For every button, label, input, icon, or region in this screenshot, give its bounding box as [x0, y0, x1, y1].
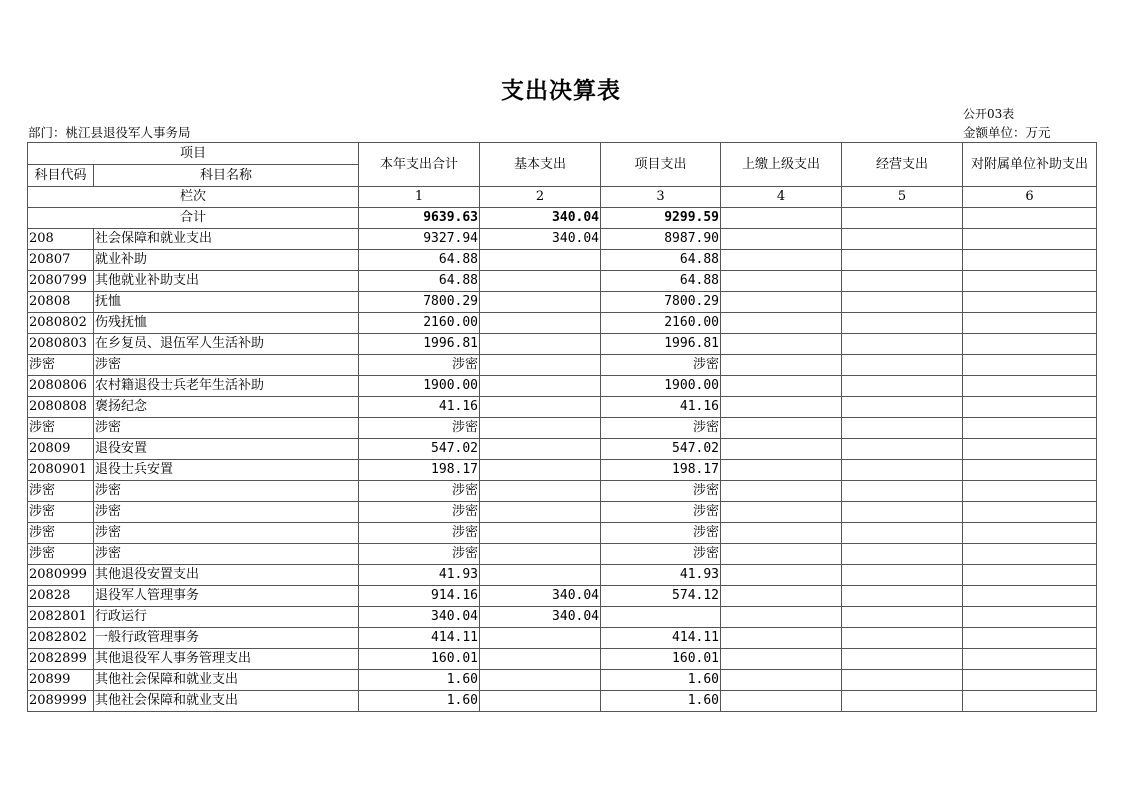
- amount-cell: [721, 586, 842, 607]
- unit-label: 金额单位：万元: [963, 125, 1051, 140]
- amount-cell: [842, 649, 963, 670]
- header-col-subsidy: 对附属单位补助支出: [963, 143, 1097, 187]
- amount-cell: [963, 271, 1097, 292]
- amount-cell: [721, 523, 842, 544]
- subject-code: 涉密: [28, 355, 94, 376]
- header-col-upper: 上缴上级支出: [721, 143, 842, 187]
- amount-cell: 7800.29: [359, 292, 480, 313]
- subject-name: 其他社会保障和就业支出: [94, 670, 359, 691]
- amount-cell: 340.04: [359, 607, 480, 628]
- table-row: [28, 670, 1097, 691]
- amount-cell: [963, 586, 1097, 607]
- table-row: [28, 481, 1097, 502]
- amount-cell: [721, 649, 842, 670]
- table-row: [28, 607, 1097, 628]
- subject-code: 20809: [28, 439, 94, 460]
- table-row: [28, 439, 1097, 460]
- amount-cell: [721, 250, 842, 271]
- col-number: 5: [842, 187, 963, 208]
- amount-cell: 41.16: [601, 397, 721, 418]
- amount-cell: 涉密: [359, 481, 480, 502]
- amount-cell: 547.02: [601, 439, 721, 460]
- amount-cell: 914.16: [359, 586, 480, 607]
- amount-cell: [721, 670, 842, 691]
- table-row: [28, 418, 1097, 439]
- amount-cell: 8987.90: [601, 229, 721, 250]
- amount-cell: [963, 670, 1097, 691]
- amount-cell: [963, 565, 1097, 586]
- header-name: 科目名称: [94, 165, 359, 187]
- amount-cell: [842, 355, 963, 376]
- table-row: [28, 313, 1097, 334]
- amount-cell: 涉密: [601, 481, 721, 502]
- subject-code: 2080799: [28, 271, 94, 292]
- subject-name: 涉密: [94, 523, 359, 544]
- amount-cell: 340.04: [480, 607, 601, 628]
- table-row: [28, 250, 1097, 271]
- amount-cell: 1900.00: [601, 376, 721, 397]
- amount-cell: 2160.00: [601, 313, 721, 334]
- subject-code: 20808: [28, 292, 94, 313]
- subject-name: 退役安置: [94, 439, 359, 460]
- amount-cell: [963, 229, 1097, 250]
- subject-code: 2080808: [28, 397, 94, 418]
- amount-cell: 1996.81: [601, 334, 721, 355]
- amount-cell: [480, 418, 601, 439]
- header-col-project: 项目支出: [601, 143, 721, 187]
- subject-code: 涉密: [28, 418, 94, 439]
- amount-cell: 64.88: [359, 250, 480, 271]
- amount-cell: [842, 586, 963, 607]
- total-value: 9639.63: [359, 208, 480, 229]
- amount-cell: [963, 691, 1097, 712]
- amount-cell: [480, 460, 601, 481]
- header-code: 科目代码: [28, 165, 94, 187]
- subject-code: 2082802: [28, 628, 94, 649]
- amount-cell: [721, 439, 842, 460]
- amount-cell: 160.01: [601, 649, 721, 670]
- amount-cell: [842, 334, 963, 355]
- subject-name: 一般行政管理事务: [94, 628, 359, 649]
- subject-name: 涉密: [94, 355, 359, 376]
- amount-cell: [480, 250, 601, 271]
- amount-cell: [480, 691, 601, 712]
- amount-cell: [963, 439, 1097, 460]
- amount-cell: [480, 649, 601, 670]
- amount-cell: [721, 271, 842, 292]
- subject-name: 退役军人管理事务: [94, 586, 359, 607]
- amount-cell: [721, 355, 842, 376]
- amount-cell: 涉密: [601, 355, 721, 376]
- amount-cell: [721, 502, 842, 523]
- amount-cell: 涉密: [601, 418, 721, 439]
- amount-cell: [721, 229, 842, 250]
- amount-cell: [842, 502, 963, 523]
- amount-cell: [480, 523, 601, 544]
- amount-cell: [963, 418, 1097, 439]
- amount-cell: [963, 628, 1097, 649]
- col-number: 2: [480, 187, 601, 208]
- amount-cell: [963, 313, 1097, 334]
- amount-cell: [721, 481, 842, 502]
- amount-cell: [721, 292, 842, 313]
- subject-name: 其他退役安置支出: [94, 565, 359, 586]
- subject-code: 2080901: [28, 460, 94, 481]
- subject-code: 2089999: [28, 691, 94, 712]
- amount-cell: [963, 292, 1097, 313]
- amount-cell: [480, 355, 601, 376]
- table-row: [28, 544, 1097, 565]
- table-row: [28, 649, 1097, 670]
- table-row: [28, 292, 1097, 313]
- amount-cell: [480, 376, 601, 397]
- table-row: [28, 586, 1097, 607]
- department-label: 部门：桃江县退役军人事务局: [28, 125, 191, 140]
- subject-name: 社会保障和就业支出: [94, 229, 359, 250]
- col-number: 3: [601, 187, 721, 208]
- total-value: 9299.59: [601, 208, 721, 229]
- page-title: 支出决算表: [501, 78, 621, 104]
- amount-cell: [480, 334, 601, 355]
- row-index-label: 栏次: [28, 187, 359, 208]
- subject-name: 其他就业补助支出: [94, 271, 359, 292]
- amount-cell: 340.04: [480, 586, 601, 607]
- amount-cell: 1900.00: [359, 376, 480, 397]
- form-number: 公开03表: [963, 107, 1015, 121]
- amount-cell: 涉密: [359, 544, 480, 565]
- amount-cell: [721, 460, 842, 481]
- amount-cell: [721, 418, 842, 439]
- amount-cell: 414.11: [359, 628, 480, 649]
- amount-cell: [480, 502, 601, 523]
- subject-name: 涉密: [94, 481, 359, 502]
- table-row: [28, 376, 1097, 397]
- amount-cell: [963, 355, 1097, 376]
- amount-cell: 198.17: [359, 460, 480, 481]
- amount-cell: [963, 334, 1097, 355]
- amount-cell: [480, 565, 601, 586]
- total-label: 合计: [28, 208, 359, 229]
- header-col-basic: 基本支出: [480, 143, 601, 187]
- amount-cell: [721, 565, 842, 586]
- amount-cell: [842, 313, 963, 334]
- amount-cell: [480, 313, 601, 334]
- amount-cell: [842, 229, 963, 250]
- amount-cell: [842, 250, 963, 271]
- table-row: [28, 271, 1097, 292]
- amount-cell: [842, 565, 963, 586]
- amount-cell: [480, 670, 601, 691]
- subject-name: 涉密: [94, 502, 359, 523]
- subject-name: 就业补助: [94, 250, 359, 271]
- amount-cell: 1.60: [601, 670, 721, 691]
- subject-name: 伤残抚恤: [94, 313, 359, 334]
- amount-cell: 41.93: [601, 565, 721, 586]
- amount-cell: 574.12: [601, 586, 721, 607]
- amount-cell: 涉密: [359, 355, 480, 376]
- amount-cell: 涉密: [359, 502, 480, 523]
- table-row: [28, 334, 1097, 355]
- table-row: [28, 397, 1097, 418]
- total-value: [842, 208, 963, 229]
- table-row: [28, 628, 1097, 649]
- amount-cell: 547.02: [359, 439, 480, 460]
- amount-cell: [963, 649, 1097, 670]
- col-number: 4: [721, 187, 842, 208]
- col-number: 1: [359, 187, 480, 208]
- subject-code: 2082899: [28, 649, 94, 670]
- amount-cell: 160.01: [359, 649, 480, 670]
- amount-cell: [963, 607, 1097, 628]
- amount-cell: [963, 544, 1097, 565]
- amount-cell: 1996.81: [359, 334, 480, 355]
- amount-cell: [963, 523, 1097, 544]
- subject-code: 2080999: [28, 565, 94, 586]
- header-project: 项目: [28, 143, 359, 165]
- subject-code: 20828: [28, 586, 94, 607]
- amount-cell: [842, 670, 963, 691]
- amount-cell: [480, 439, 601, 460]
- subject-name: 涉密: [94, 544, 359, 565]
- amount-cell: [721, 397, 842, 418]
- amount-cell: 198.17: [601, 460, 721, 481]
- table-row: [28, 502, 1097, 523]
- amount-cell: [842, 418, 963, 439]
- amount-cell: 1.60: [601, 691, 721, 712]
- subject-name: 农村籍退役士兵老年生活补助: [94, 376, 359, 397]
- amount-cell: 1.60: [359, 670, 480, 691]
- amount-cell: 41.93: [359, 565, 480, 586]
- subject-name: 其他退役军人事务管理支出: [94, 649, 359, 670]
- amount-cell: 7800.29: [601, 292, 721, 313]
- subject-name: 涉密: [94, 418, 359, 439]
- amount-cell: [842, 691, 963, 712]
- amount-cell: 涉密: [359, 523, 480, 544]
- amount-cell: 涉密: [601, 502, 721, 523]
- subject-code: 2080803: [28, 334, 94, 355]
- amount-cell: [842, 376, 963, 397]
- amount-cell: [842, 544, 963, 565]
- amount-cell: [721, 313, 842, 334]
- subject-code: 涉密: [28, 544, 94, 565]
- amount-cell: [842, 439, 963, 460]
- header-col-total: 本年支出合计: [359, 143, 480, 187]
- amount-cell: 2160.00: [359, 313, 480, 334]
- amount-cell: [480, 271, 601, 292]
- subject-code: 208: [28, 229, 94, 250]
- amount-cell: 340.04: [480, 229, 601, 250]
- table-row: [28, 460, 1097, 481]
- subject-code: 涉密: [28, 523, 94, 544]
- amount-cell: [842, 460, 963, 481]
- total-value: 340.04: [480, 208, 601, 229]
- subject-code: 20807: [28, 250, 94, 271]
- amount-cell: 41.16: [359, 397, 480, 418]
- amount-cell: [842, 292, 963, 313]
- amount-cell: 64.88: [359, 271, 480, 292]
- subject-name: 退役士兵安置: [94, 460, 359, 481]
- subject-name: 抚恤: [94, 292, 359, 313]
- amount-cell: [721, 607, 842, 628]
- amount-cell: 9327.94: [359, 229, 480, 250]
- table-row: [28, 229, 1097, 250]
- amount-cell: 64.88: [601, 250, 721, 271]
- total-value: [721, 208, 842, 229]
- table-row: [28, 565, 1097, 586]
- amount-cell: [480, 397, 601, 418]
- subject-name: 褒扬纪念: [94, 397, 359, 418]
- amount-cell: [963, 502, 1097, 523]
- amount-cell: [480, 481, 601, 502]
- subject-code: 2082801: [28, 607, 94, 628]
- subject-name: 其他社会保障和就业支出: [94, 691, 359, 712]
- amount-cell: [963, 250, 1097, 271]
- amount-cell: 64.88: [601, 271, 721, 292]
- amount-cell: 414.11: [601, 628, 721, 649]
- amount-cell: [963, 376, 1097, 397]
- subject-code: 20899: [28, 670, 94, 691]
- amount-cell: [721, 628, 842, 649]
- table-row: [28, 355, 1097, 376]
- amount-cell: [721, 376, 842, 397]
- amount-cell: [842, 523, 963, 544]
- amount-cell: [721, 544, 842, 565]
- amount-cell: [480, 628, 601, 649]
- subject-name: 行政运行: [94, 607, 359, 628]
- subject-name: 在乡复员、退伍军人生活补助: [94, 334, 359, 355]
- amount-cell: [963, 460, 1097, 481]
- col-number: 6: [963, 187, 1097, 208]
- table-row: [28, 523, 1097, 544]
- amount-cell: [601, 607, 721, 628]
- subject-code: 2080802: [28, 313, 94, 334]
- amount-cell: [963, 481, 1097, 502]
- expenditure-table: [27, 142, 1097, 712]
- amount-cell: [842, 397, 963, 418]
- table-row: [28, 691, 1097, 712]
- subject-code: 2080806: [28, 376, 94, 397]
- amount-cell: 涉密: [359, 418, 480, 439]
- amount-cell: [721, 691, 842, 712]
- total-row: [28, 208, 1097, 229]
- amount-cell: [480, 292, 601, 313]
- amount-cell: [721, 334, 842, 355]
- amount-cell: 涉密: [601, 523, 721, 544]
- header-col-operating: 经营支出: [842, 143, 963, 187]
- amount-cell: 涉密: [601, 544, 721, 565]
- total-value: [963, 208, 1097, 229]
- amount-cell: 1.60: [359, 691, 480, 712]
- subject-code: 涉密: [28, 481, 94, 502]
- subject-code: 涉密: [28, 502, 94, 523]
- amount-cell: [842, 628, 963, 649]
- amount-cell: [842, 271, 963, 292]
- amount-cell: [842, 607, 963, 628]
- amount-cell: [480, 544, 601, 565]
- amount-cell: [963, 397, 1097, 418]
- amount-cell: [842, 481, 963, 502]
